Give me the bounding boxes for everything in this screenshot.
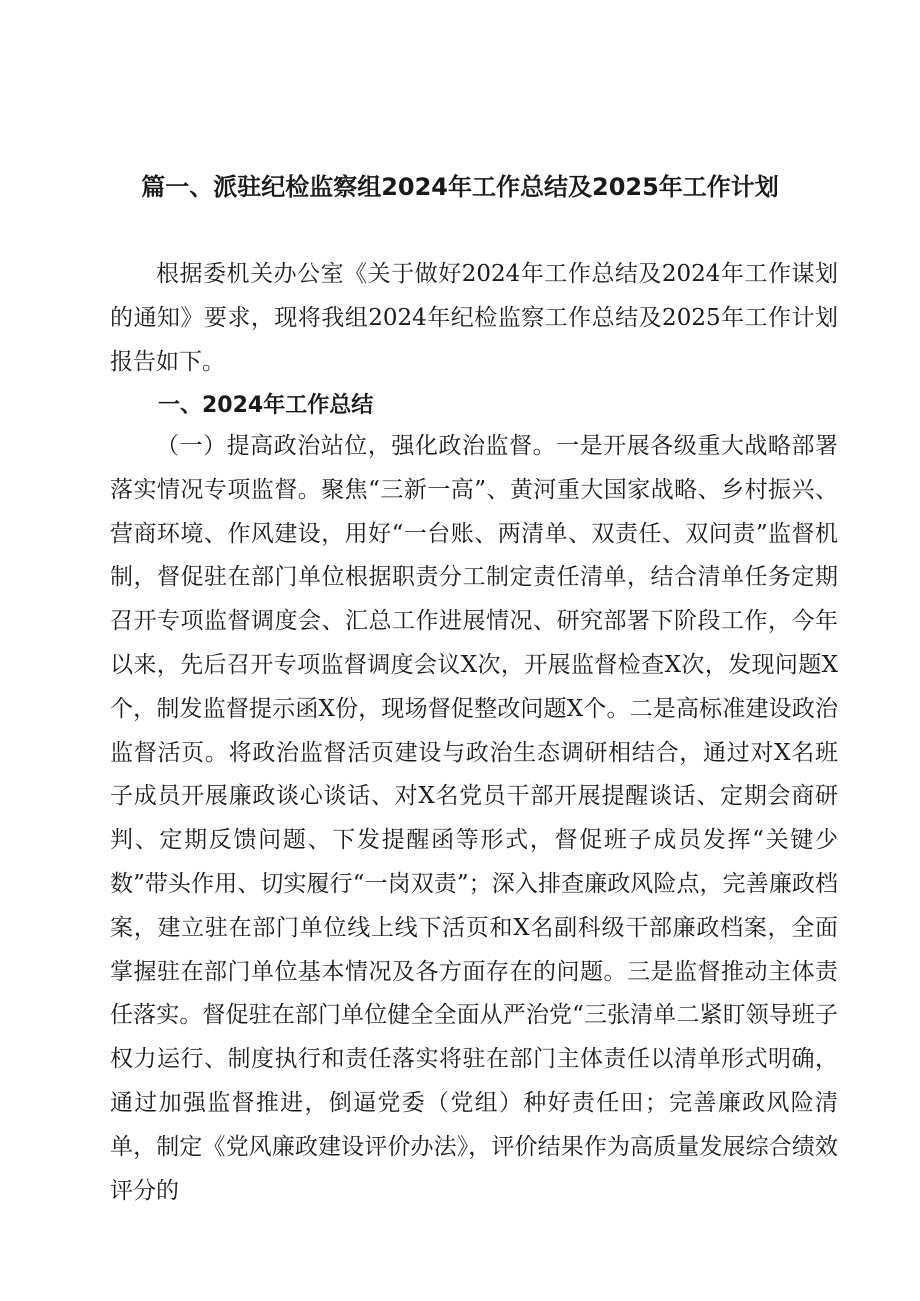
section-heading: 一、2024年工作总结: [158, 393, 374, 418]
intro-paragraph: 根据委机关办公室《关于做好2024年工作总结及2024年工作谋划的通知》要求，现将我组2024年纪检监察工作总结及2025年工作计划报告如下。: [110, 261, 838, 375]
document-title: 篇一、派驻纪检监察组2024年工作总结及2025年工作计划: [141, 173, 779, 201]
body-paragraph: （一）提高政治站位，强化政治监督。一是开展各级重大战略部署落实情况专项监督。聚焦“三新一高”、黄河重大国家战略、乡村振兴、营商环境、作风建设，用好“一台账、两清单、双责任、双问责”监督机制，督促驻在部门单位根据职责分工制定责任清单，结合清单任务定期召开专项监督调度会、汇总工作进展情况、研究部署下阶段工作，今年以来，先后召开专项监督调度会议X次，开展监督检查X次，发现问题X个，制发监督提示函X份，现场督促整改问题X个。二是高标准建设政治监督活页。将政治监督活页建设与政治生态调研相结合，通过对X名班子成员开展廉政谈心谈话、对X名党员干部开展提醒谈话、定期会商研判、定期反馈问题、下发提醒函等形式，督促班子成员发挥“关键少数”带头作用、切实履行“一岗双责”；深入排查廉政风险点，完善廉政档案，建立驻在部门单位线上线下活页和X名副科级干部廉政档案，全面掌握驻在部门单位基本情况及各方面存在的问题。三是监督推动主体责任落实。督促驻在部门单位健全全面从严治党“三张清单二紧盯领导班子权力运行、制度执行和责任落实将驻在部门主体责任以清单形式明确，通过加强监督推进，倒逼党委（党组）种好责任田；完善廉政风险清单，制定《党风廉政建设评价办法》，评价结果作为高质量发展综合绩效评分的: [110, 433, 838, 1204]
